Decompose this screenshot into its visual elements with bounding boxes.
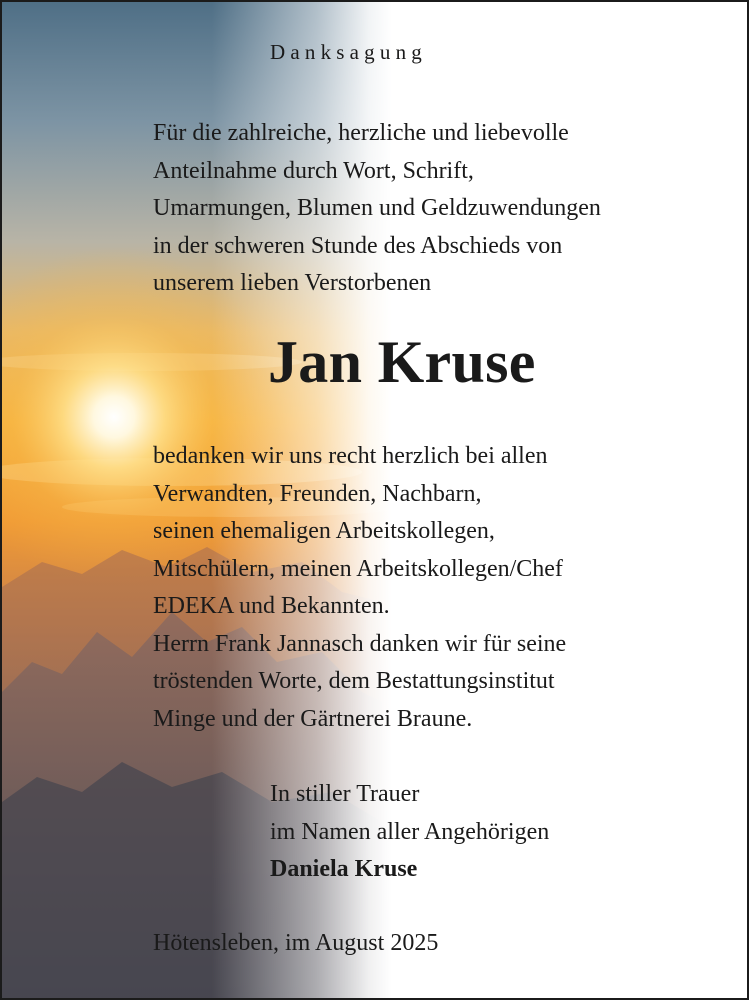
thanks-line: Verwandten, Freunden, Nachbarn, <box>153 480 482 507</box>
notice-heading: Danksagung <box>270 40 427 64</box>
intro-line: Anteilnahme durch Wort, Schrift, <box>153 157 474 184</box>
closing-block <box>270 776 549 889</box>
thanks-paragraph <box>153 438 566 738</box>
thanks-line: Mitschülern, meinen Arbeitskollegen/Chef <box>153 555 563 582</box>
closing-line: In stiller Trauer <box>270 781 420 807</box>
thanks-line: bedanken wir uns recht herzlich bei allen <box>153 443 548 469</box>
thanks-line: Minge und der Gärtnerei Braune. <box>153 705 473 732</box>
intro-line: Umarmungen, Blumen und Geldzuwendungen <box>153 195 601 221</box>
place-date: Hötensleben, im August 2025 <box>153 930 439 956</box>
thanks-line: seinen ehemaligen Arbeitskollegen, <box>153 518 495 544</box>
thanks-line: Herrn Frank Jannasch danken wir für seine <box>153 630 567 657</box>
deceased-name: Jan Kruse <box>268 329 536 395</box>
intro-paragraph <box>153 115 601 303</box>
notice-text <box>2 2 749 1000</box>
closing-line: im Namen aller Angehörigen <box>270 818 550 845</box>
thanks-line: EDEKA und Bekannten. <box>153 593 390 619</box>
intro-line: unserem lieben Verstorbenen <box>153 270 432 296</box>
intro-line: in der schweren Stunde des Abschieds von <box>153 232 563 259</box>
intro-line: Für die zahlreiche, herzliche und liebevolle <box>153 120 569 146</box>
thanks-line: tröstenden Worte, dem Bestattungsinstitut <box>153 668 555 694</box>
signer-name: Daniela Kruse <box>270 856 418 882</box>
